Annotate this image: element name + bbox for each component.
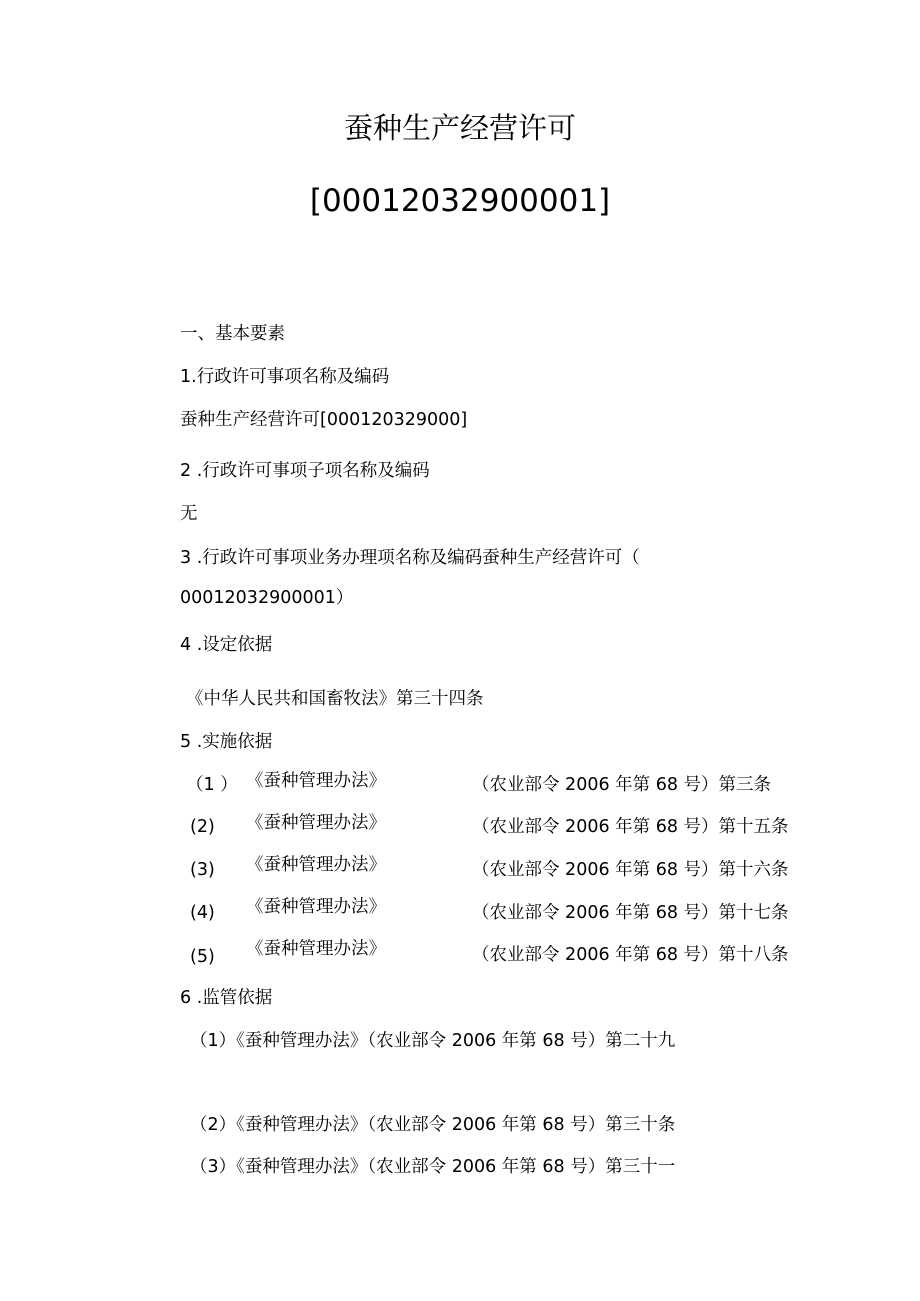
item5-row-4-ref: （农业部令 2006 年第 68 号）第十七条 xyxy=(472,903,789,923)
item5-row-5-num: (5) xyxy=(190,947,215,967)
item5-row-1-num: （1 ） xyxy=(186,775,238,795)
item5-row-3-ref: （农业部令 2006 年第 68 号）第十六条 xyxy=(472,860,789,880)
item5-row-5-ref: （农业部令 2006 年第 68 号）第十八条 xyxy=(472,945,789,965)
item4-label: 4 .设定依据 xyxy=(180,635,273,655)
item5-row-1-ref: （农业部令 2006 年第 68 号）第三条 xyxy=(472,775,772,795)
item5-row-2-law: 《蚕种管理办法》 xyxy=(246,813,386,833)
item3-label: 3 .行政许可事项业务办理项名称及编码蚕种生产经营许可（ xyxy=(180,548,640,568)
item6-row-1: （1）《蚕种管理办法》（农业部令 2006 年第 68 号）第二十九 xyxy=(190,1031,676,1051)
item3-value: 00012032900001） xyxy=(180,588,354,608)
item5-row-4-num: (4) xyxy=(190,903,215,923)
item6-label: 6 .监管依据 xyxy=(180,988,273,1008)
item4-value: 《中华人民共和国畜牧法》第三十四条 xyxy=(186,689,484,709)
item5-row-3-law: 《蚕种管理办法》 xyxy=(246,855,386,875)
section-heading-basic: 一、基本要素 xyxy=(180,324,285,344)
item5-row-5-law: 《蚕种管理办法》 xyxy=(246,939,386,959)
item6-row-2: （2）《蚕种管理办法》（农业部令 2006 年第 68 号）第三十条 xyxy=(190,1115,676,1135)
item1-value: 蚕种生产经营许可[000120329000] xyxy=(180,410,468,430)
item5-row-3-num: (3) xyxy=(190,860,215,880)
document-title: 蚕种生产经营许可 xyxy=(343,111,576,145)
item6-row-3: （3）《蚕种管理办法》（农业部令 2006 年第 68 号）第三十一 xyxy=(190,1157,676,1177)
item5-row-2-ref: （农业部令 2006 年第 68 号）第十五条 xyxy=(472,817,789,837)
document-code: [00012032900001] xyxy=(309,183,611,219)
item2-label: 2 .行政许可事项子项名称及编码 xyxy=(180,461,430,481)
item5-row-2-num: (2) xyxy=(190,817,215,837)
item5-row-1-law: 《蚕种管理办法》 xyxy=(246,771,386,791)
item5-row-4-law: 《蚕种管理办法》 xyxy=(246,897,386,917)
item1-label: 1.行政许可事项名称及编码 xyxy=(180,367,390,387)
item2-value: 无 xyxy=(180,504,198,524)
item5-label: 5 .实施依据 xyxy=(180,732,273,752)
